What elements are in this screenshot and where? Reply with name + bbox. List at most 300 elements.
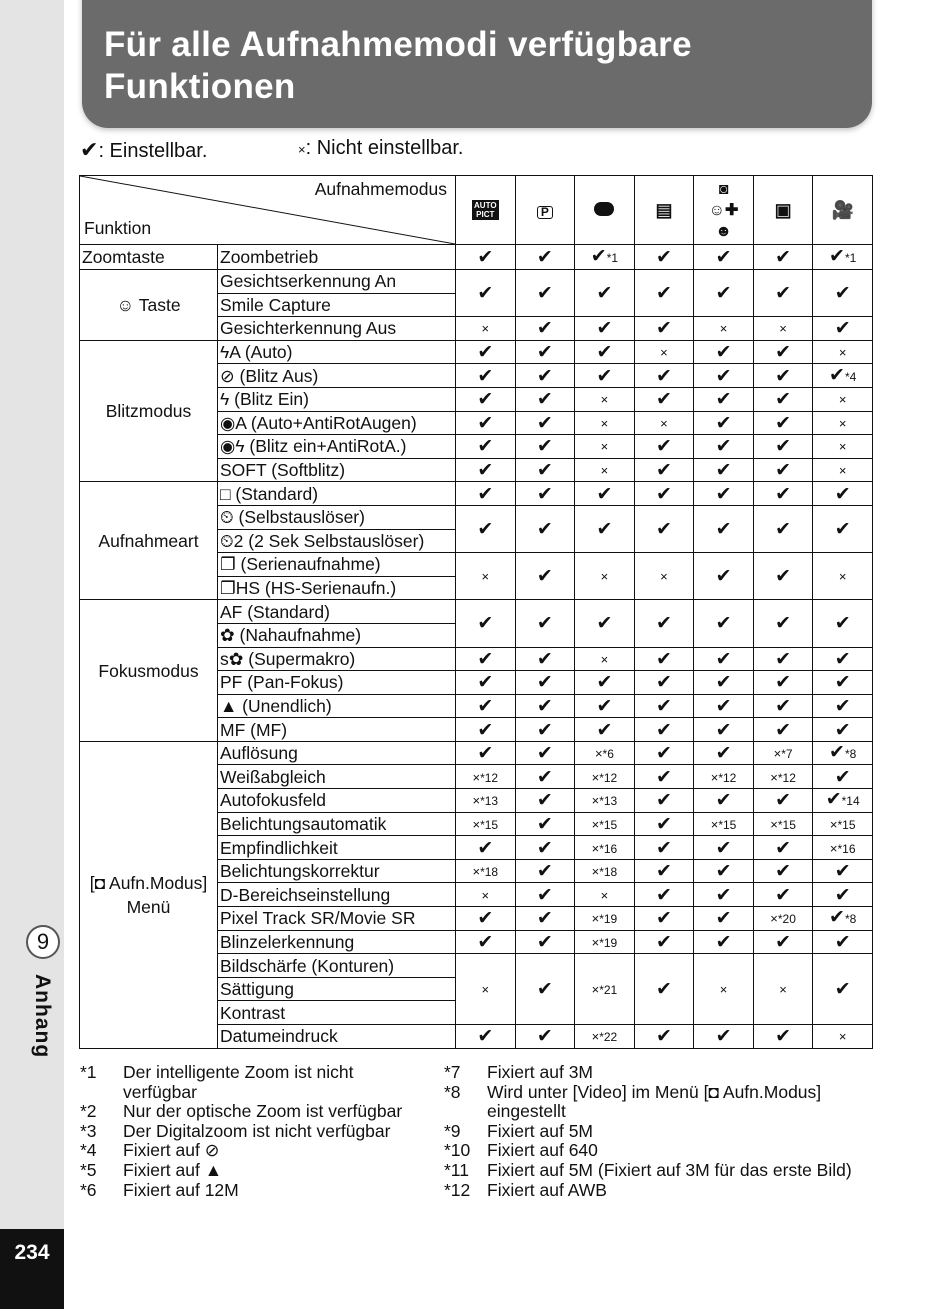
table-row [80, 270, 873, 294]
mode-cell: ✔ [515, 741, 575, 765]
mode-cell: ✔ [753, 340, 813, 364]
mode-cell: × [634, 340, 694, 364]
mode-cell: ✔ [456, 647, 516, 671]
mode-cell: ✔*1 [813, 245, 873, 270]
mode-cell: ✔ [753, 836, 813, 860]
footnote-key: *9 [444, 1120, 461, 1141]
footnote-text: Fixiert auf 5M [487, 1120, 593, 1141]
mode-cell: ✔ [575, 270, 635, 317]
mode-cell: ✔ [634, 435, 694, 459]
mode-cell: ✔ [694, 482, 754, 506]
mode-cell: ✔ [515, 364, 575, 388]
mode-cell: ✔ [634, 1025, 694, 1049]
mode-cell: ×*15 [456, 812, 516, 836]
footnote [444, 1161, 874, 1181]
page-title: Für alle Aufnahmemodi verfügbare Funktionen [104, 25, 692, 106]
mode-cell: ✔ [813, 954, 873, 1025]
mode-cell: ✔ [575, 694, 635, 718]
mode-cell: ✔ [813, 930, 873, 954]
mode-cell: ×*12 [694, 765, 754, 789]
mode-cell: ✔ [515, 954, 575, 1025]
footnote-text: Der intelligente Zoom ist nicht verfügbar [123, 1062, 354, 1102]
mode-cell: ✔ [694, 387, 754, 411]
mode-cell: × [813, 458, 873, 482]
mode-cell: ✔ [515, 411, 575, 435]
function-name: Autofokusfeld [218, 789, 456, 813]
footnote-key: *2 [80, 1101, 97, 1122]
mode-cell: ✔ [634, 907, 694, 931]
mode-portrait-icon: ◙ ☺✚ ☻ [694, 176, 754, 245]
mode-cell: ✔ [753, 600, 813, 647]
function-name: Kontrast [218, 1001, 456, 1025]
mode-cell: ✔ [694, 789, 754, 813]
mode-cell: ✔ [813, 671, 873, 695]
page-number: 234 [0, 1229, 64, 1309]
cross-icon: × [298, 142, 306, 157]
mode-cell: × [813, 340, 873, 364]
footnote [444, 1181, 874, 1201]
function-name: Sättigung [218, 977, 456, 1001]
footnote-text: Wird unter [Video] im Menü [◘ Aufn.Modus] eingestellt [487, 1081, 822, 1122]
mode-cell: ✔ [753, 718, 813, 742]
mode-cell: ✔ [694, 883, 754, 907]
mode-video-icon: 🎥 [813, 176, 873, 245]
mode-cell: ✔ [634, 364, 694, 388]
mode-cell: ✔ [456, 340, 516, 364]
mode-cell: ✔ [634, 317, 694, 341]
mode-cell: ✔ [694, 245, 754, 270]
mode-cell: ✔ [515, 789, 575, 813]
chapter-sidebar [0, 0, 64, 1309]
footnote-key: *10 [444, 1140, 471, 1161]
footnote [444, 1122, 874, 1142]
mode-cell: ✔ [753, 930, 813, 954]
mode-cell: ✔ [456, 907, 516, 931]
function-name: Blinzelerkennung [218, 930, 456, 954]
mode-cell: ✔ [456, 600, 516, 647]
mode-cell: ✔ [694, 340, 754, 364]
mode-cell: ✔ [694, 553, 754, 600]
mode-cell: ✔ [753, 458, 813, 482]
footnote-key: *5 [80, 1159, 97, 1180]
mode-cell: ✔ [753, 1025, 813, 1049]
mode-cell: × [575, 435, 635, 459]
mode-cell: ✔ [634, 505, 694, 552]
mode-cell: ✔ [456, 270, 516, 317]
mode-cell: ✔ [694, 458, 754, 482]
mode-cell: ✔ [634, 647, 694, 671]
mode-cell: × [456, 954, 516, 1025]
mode-cell: ✔ [813, 883, 873, 907]
mode-cell: ✔ [753, 694, 813, 718]
mode-program-icon: P [515, 176, 575, 245]
mode-cell: ✔ [694, 694, 754, 718]
mode-cell: ✔ [515, 317, 575, 341]
mode-cell: ✔ [634, 859, 694, 883]
mode-cell: ×*12 [753, 765, 813, 789]
mode-cell: ×*6 [575, 741, 635, 765]
mode-cell: ✔ [456, 435, 516, 459]
mode-cell: ✔ [634, 482, 694, 506]
mode-cell: ✔ [515, 907, 575, 931]
function-name: ⊘ (Blitz Aus) [218, 364, 456, 388]
mode-cell: ✔ [694, 600, 754, 647]
mode-cell: ✔ [634, 600, 694, 647]
mode-cell: ✔ [694, 270, 754, 317]
mode-cell: ✔ [634, 930, 694, 954]
header-corner [80, 176, 456, 245]
mode-cell: ✔ [753, 647, 813, 671]
footnote [80, 1063, 430, 1102]
function-name: ◉ϟ (Blitz ein+AntiRotA.) [218, 435, 456, 459]
mode-cell: × [575, 458, 635, 482]
function-name: ✿ (Nahaufnahme) [218, 623, 456, 647]
mode-cell: ✔ [813, 317, 873, 341]
mode-cell: ✔ [694, 505, 754, 552]
mode-scene-icon: ▤ [634, 176, 694, 245]
mode-cell: ✔ [813, 694, 873, 718]
mode-cell: ✔ [813, 859, 873, 883]
mode-cell: ✔ [694, 930, 754, 954]
header-mode: Aufnahmemodus [314, 179, 447, 199]
title-banner [82, 0, 872, 128]
function-name: ϟ (Blitz Ein) [218, 387, 456, 411]
mode-cell: ✔ [634, 671, 694, 695]
mode-cell: ×*13 [575, 789, 635, 813]
footnote-key: *6 [80, 1179, 97, 1200]
chapter-number: 9 [26, 925, 60, 959]
function-table [79, 175, 873, 1049]
footnote-text: Der Digitalzoom ist nicht verfügbar [123, 1120, 391, 1141]
footnote-text: Fixiert auf ⊘ [123, 1140, 220, 1161]
function-name: AF (Standard) [218, 600, 456, 624]
mode-cell: ✔ [813, 718, 873, 742]
function-name: Belichtungskorrektur [218, 859, 456, 883]
footnotes-left [80, 1063, 430, 1200]
mode-cell: ✔ [753, 505, 813, 552]
mode-cell: ✔ [634, 245, 694, 270]
mode-cell: ✔ [515, 930, 575, 954]
mode-cell: ×*15 [753, 812, 813, 836]
mode-cell: ×*19 [575, 907, 635, 931]
check-icon: ✔ [80, 137, 99, 162]
mode-cell: ✔ [515, 435, 575, 459]
mode-cell: ✔ [456, 482, 516, 506]
mode-cell: ✔ [694, 836, 754, 860]
mode-cell: ✔ [456, 458, 516, 482]
table-row [80, 340, 873, 364]
mode-cell: ×*20 [753, 907, 813, 931]
mode-cell: ✔ [634, 954, 694, 1025]
mode-cell: ✔ [456, 718, 516, 742]
mode-cell: ×*12 [575, 765, 635, 789]
mode-cell: ✔ [515, 694, 575, 718]
mode-cell: × [753, 954, 813, 1025]
function-name: s✿ (Supermakro) [218, 647, 456, 671]
mode-cell: ✔ [753, 883, 813, 907]
mode-cell: ✔ [515, 482, 575, 506]
mode-cell: ✔ [694, 907, 754, 931]
mode-cell: ✔ [694, 364, 754, 388]
mode-cell: ✔ [515, 859, 575, 883]
mode-cell: ✔ [515, 600, 575, 647]
function-name: ❐HS (HS-Serienaufn.) [218, 576, 456, 600]
footnote-text: Fixiert auf 12M [123, 1179, 239, 1200]
mode-cell: × [813, 411, 873, 435]
footnote-key: *7 [444, 1062, 461, 1082]
mode-cell: ✔ [515, 718, 575, 742]
mode-cell: × [813, 1025, 873, 1049]
mode-cell: × [456, 883, 516, 907]
footnote [444, 1141, 874, 1161]
mode-cell: ✔ [694, 1025, 754, 1049]
mode-cell: ✔ [515, 883, 575, 907]
mode-auto-picture-icon: AUTO PICT [456, 176, 516, 245]
mode-cell: ×*15 [813, 812, 873, 836]
mode-cell: ✔ [634, 836, 694, 860]
table-row [80, 741, 873, 765]
footnote-key: *12 [444, 1179, 471, 1200]
footnote [80, 1161, 430, 1181]
mode-cell: ✔ [753, 789, 813, 813]
mode-cell: ✔ [515, 836, 575, 860]
mode-cell: ×*15 [694, 812, 754, 836]
footnote [444, 1083, 874, 1122]
mode-cell: ✔ [515, 340, 575, 364]
legend-settable [80, 137, 207, 163]
function-name: ◉A (Auto+AntiRotAugen) [218, 411, 456, 435]
footnote-text: Fixiert auf ▲ [123, 1159, 223, 1180]
mode-cell: ×*18 [456, 859, 516, 883]
mode-cell: × [813, 435, 873, 459]
footnote-key: *1 [80, 1062, 97, 1082]
mode-cell: ✔ [456, 671, 516, 695]
function-name: ⏲2 (2 Sek Selbstauslöser) [218, 529, 456, 553]
mode-cell: ✔ [515, 270, 575, 317]
group-label: [◘ Aufn.Modus] Menü [80, 741, 218, 1048]
mode-cell: ✔*1 [575, 245, 635, 270]
mode-cell: ✔ [634, 718, 694, 742]
mode-cell: × [753, 317, 813, 341]
footnote-key: *4 [80, 1140, 97, 1161]
footnote [80, 1141, 430, 1161]
table-row [80, 245, 873, 270]
function-name: Gesichtserkennung An [218, 270, 456, 294]
mode-green-icon [575, 176, 635, 245]
footnote [80, 1122, 430, 1142]
group-label: Zoomtaste [80, 245, 218, 270]
mode-cell: ✔ [634, 765, 694, 789]
function-name: Empfindlichkeit [218, 836, 456, 860]
mode-cell: ✔ [813, 482, 873, 506]
mode-cell: ✔ [456, 505, 516, 552]
function-name: Bildschärfe (Konturen) [218, 954, 456, 978]
mode-cell: ✔ [813, 270, 873, 317]
function-name: ϟA (Auto) [218, 340, 456, 364]
mode-cell: ✔ [456, 741, 516, 765]
mode-cell: ✔ [575, 364, 635, 388]
group-label: Fokusmodus [80, 600, 218, 742]
mode-cell: × [575, 647, 635, 671]
mode-cell: ×*13 [456, 789, 516, 813]
mode-cell: ×*7 [753, 741, 813, 765]
mode-cell: ✔ [515, 1025, 575, 1049]
mode-cell: × [575, 883, 635, 907]
mode-cell: × [575, 411, 635, 435]
group-label: Blitzmodus [80, 340, 218, 482]
mode-cell: ✔ [634, 458, 694, 482]
mode-cell: ✔ [575, 482, 635, 506]
mode-cell: ✔ [575, 671, 635, 695]
mode-cell: × [813, 553, 873, 600]
mode-cell: ✔ [634, 883, 694, 907]
mode-cell: ×*12 [456, 765, 516, 789]
mode-cell: ✔ [515, 647, 575, 671]
mode-cell: ×*22 [575, 1025, 635, 1049]
mode-cell: ✔ [515, 387, 575, 411]
function-name: Weißabgleich [218, 765, 456, 789]
mode-cell: ✔ [634, 812, 694, 836]
mode-cell: ✔ [813, 600, 873, 647]
footnotes-right [444, 1063, 874, 1200]
mode-cell: ✔ [753, 245, 813, 270]
function-name: D-Bereichseinstellung [218, 883, 456, 907]
mode-cell: ✔ [753, 671, 813, 695]
mode-movie-mode-icon: ▣ [753, 176, 813, 245]
mode-cell: ✔ [694, 671, 754, 695]
legend-not-settable-text: : Nicht einstellbar. [305, 137, 464, 159]
chapter-tab [22, 968, 62, 1078]
header-function: Funktion [84, 218, 152, 238]
mode-cell: × [694, 954, 754, 1025]
footnote-key: *3 [80, 1120, 97, 1141]
footnote-text: Fixiert auf 5M (Fixiert auf 3M für das erste Bild) [487, 1159, 852, 1180]
mode-cell: × [456, 553, 516, 600]
mode-cell: ✔*4 [813, 364, 873, 388]
table-row [80, 600, 873, 624]
function-name: ▲ (Unendlich) [218, 694, 456, 718]
function-name: MF (MF) [218, 718, 456, 742]
mode-cell: ✔ [515, 671, 575, 695]
footnote-key: *11 [444, 1159, 469, 1180]
function-name: SOFT (Softblitz) [218, 458, 456, 482]
mode-cell: ✔ [456, 411, 516, 435]
footnote [80, 1181, 430, 1201]
mode-cell: × [575, 553, 635, 600]
mode-cell: ✔ [753, 387, 813, 411]
mode-cell: ×*18 [575, 859, 635, 883]
mode-cell: ✔*8 [813, 741, 873, 765]
mode-cell: ✔ [456, 245, 516, 270]
group-label: Aufnahmeart [80, 482, 218, 600]
mode-cell: ✔ [753, 482, 813, 506]
table-row [80, 482, 873, 506]
mode-cell: ✔ [634, 270, 694, 317]
mode-cell: ×*21 [575, 954, 635, 1025]
mode-cell: ✔ [694, 411, 754, 435]
function-name: Auflösung [218, 741, 456, 765]
mode-cell: ✔ [575, 505, 635, 552]
chapter-label: Anhang [31, 974, 54, 1059]
mode-cell: ✔ [515, 812, 575, 836]
function-name: Smile Capture [218, 293, 456, 317]
function-name: Zoombetrieb [218, 245, 456, 270]
mode-cell: ✔ [515, 553, 575, 600]
mode-cell: ✔ [456, 1025, 516, 1049]
mode-cell: ✔ [575, 340, 635, 364]
mode-cell: ✔*14 [813, 789, 873, 813]
legend-not-settable [298, 137, 463, 160]
mode-cell: ✔ [753, 553, 813, 600]
function-name: Datumeindruck [218, 1025, 456, 1049]
mode-cell: ✔ [694, 741, 754, 765]
mode-cell: ✔ [694, 647, 754, 671]
table-header-row [80, 176, 873, 245]
mode-cell: ×*19 [575, 930, 635, 954]
mode-cell: ✔ [694, 718, 754, 742]
mode-cell: ✔ [456, 387, 516, 411]
mode-cell: ✔ [575, 718, 635, 742]
mode-cell: ✔ [753, 435, 813, 459]
function-name: Pixel Track SR/Movie SR [218, 907, 456, 931]
function-name: PF (Pan-Fokus) [218, 671, 456, 695]
footnote-text: Fixiert auf 640 [487, 1140, 598, 1161]
mode-cell: ✔ [694, 435, 754, 459]
mode-cell: ✔ [753, 859, 813, 883]
footnote-text: Fixiert auf 3M [487, 1062, 593, 1082]
mode-cell: ✔ [456, 694, 516, 718]
mode-cell: × [634, 411, 694, 435]
mode-cell: × [634, 553, 694, 600]
mode-cell: ✔ [813, 765, 873, 789]
footnote-text: Nur der optische Zoom ist verfügbar [123, 1101, 403, 1122]
footnote [444, 1063, 874, 1083]
mode-cell: ✔ [456, 364, 516, 388]
mode-cell: ×*15 [575, 812, 635, 836]
mode-cell: ✔ [515, 245, 575, 270]
mode-cell: ✔ [575, 317, 635, 341]
legend-settable-text: : Einstellbar. [98, 140, 208, 162]
mode-cell: × [694, 317, 754, 341]
mode-cell: ✔ [634, 789, 694, 813]
mode-cell: ✔ [575, 600, 635, 647]
function-name: ⏲ (Selbstauslöser) [218, 505, 456, 529]
function-name: Belichtungsautomatik [218, 812, 456, 836]
mode-cell: ✔ [753, 411, 813, 435]
mode-cell: ✔ [753, 270, 813, 317]
footnote-text: Fixiert auf AWB [487, 1179, 607, 1200]
function-name: Gesichterkennung Aus [218, 317, 456, 341]
mode-cell: ✔ [813, 647, 873, 671]
mode-cell: ✔ [694, 859, 754, 883]
mode-cell: ×*16 [813, 836, 873, 860]
mode-cell: ✔*8 [813, 907, 873, 931]
function-name: □ (Standard) [218, 482, 456, 506]
mode-cell: ✔ [515, 505, 575, 552]
mode-cell: × [813, 387, 873, 411]
mode-cell: ✔ [456, 836, 516, 860]
footnote [80, 1102, 430, 1122]
mode-cell: ✔ [456, 930, 516, 954]
group-label: ☺ Taste [80, 270, 218, 341]
mode-cell: ✔ [634, 387, 694, 411]
mode-cell: ✔ [634, 741, 694, 765]
mode-cell: ×*16 [575, 836, 635, 860]
footnote-key: *8 [444, 1081, 461, 1102]
mode-cell: ✔ [515, 765, 575, 789]
mode-cell: ✔ [634, 694, 694, 718]
mode-cell: × [456, 317, 516, 341]
